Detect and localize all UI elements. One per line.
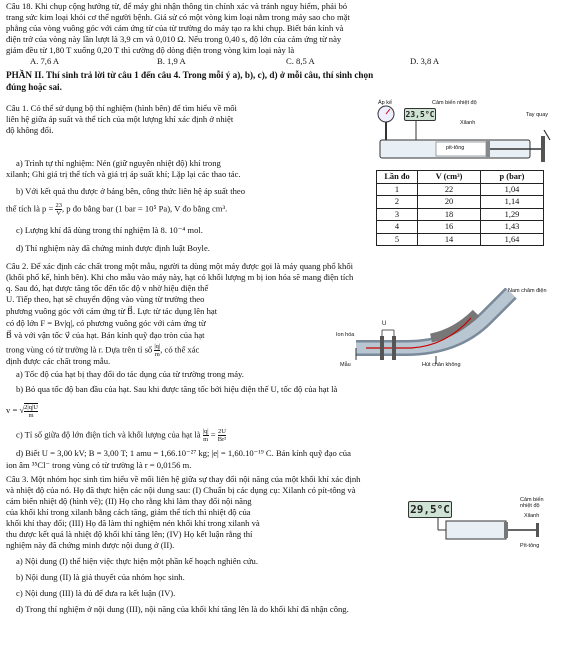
table-row — [377, 221, 544, 234]
q1-data-table — [376, 170, 544, 246]
q2-c-pre: c) Tỉ số giữa độ lớn điện tích và khối lượng của hạt là — [16, 429, 203, 440]
q1-intro-3: độ không đổi. — [6, 125, 54, 135]
q1-b-den: V — [56, 210, 62, 217]
q1-statement-b-2 — [6, 202, 227, 217]
q1-intro-2: liên hệ giữa áp suất và thể tích của một lượng khí xác định ở nhiệt — [6, 114, 234, 124]
q1-label-cylinder: Xilanh — [460, 120, 476, 126]
q2-c-fraction-2 — [218, 428, 226, 443]
q1-statement-a-2: xilanh; Ghi giá trị thể tích và giá trị áp suất khí; Lặp lại các thao tác. — [6, 169, 241, 179]
q2-statement-b-formula — [6, 403, 38, 419]
q1-label-thermo: Cảm biến nhiệt độ — [432, 100, 477, 106]
table-cell: 1,43 — [481, 221, 544, 234]
table-row — [377, 233, 544, 246]
q2-mass-spectrometer-figure — [336, 288, 558, 368]
q3-line-5: khối khí thay đổi; (III) Họ đã làm thí nghiệm nén khối khí trong xilanh và — [6, 518, 260, 528]
q2-label-ion: Ion hóa — [336, 332, 355, 338]
q1-label-gauge: Áp kế — [378, 100, 393, 106]
q1-apparatus-drawing — [376, 100, 556, 165]
table-cell: 14 — [418, 233, 481, 246]
q2-label-vacuum: Hút chân không — [422, 362, 461, 368]
table-cell: 1,29 — [481, 208, 544, 221]
q1-statement-b-1: b) Với kết quả thu được ở bảng bên, công thức liên hệ áp suất theo — [16, 186, 245, 196]
q2-l8-pre: trong vùng có từ trường là r. Dựa trên tỉ số — [6, 344, 155, 355]
q3-statement-d: d) Trong thí nghiệm ở nội dung (III), nội năng của khối khí tăng lên là do khối khí đã nhận công. — [16, 604, 349, 614]
q2-label-sample: Mẫu — [340, 362, 351, 368]
q1-statement-a-1: a) Trình tự thí nghiệm: Nén (giữ nguyên nhiệt độ) khí trong — [16, 158, 221, 168]
table-cell: 16 — [418, 221, 481, 234]
q2-statement-d-1: d) Biết U = 3,00 kV; B = 3,00 T; 1 amu = 1,66.10⁻²⁷ kg; |e| = 1,60.10⁻¹⁹ C. Bán kính quỹ đạo của — [16, 448, 351, 458]
q14-line-2: trang sức kim loại khỏi cơ thể người bệnh. Giả sử có một vòng kim loại nằm trong máy sao cho mặt — [6, 12, 350, 22]
table-cell: 5 — [377, 233, 418, 246]
table-row — [377, 196, 544, 209]
q2-line-4: U. Tiếp theo, hạt sẽ chuyển động vào vùng từ trường theo — [6, 294, 205, 304]
q2-statement-b: b) Bỏ qua tốc độ ban đầu của hạt. Sau khi được tăng tốc bởi hiệu điện thế U, tốc độ của hạt là — [16, 384, 338, 394]
q14-answer-d: D. 3,8 A — [410, 56, 440, 66]
q2-l8-post: , có thể xác — [160, 344, 200, 355]
table-row — [377, 208, 544, 221]
q3-label-cylinder: Xilanh — [524, 513, 540, 519]
q1-apparatus-figure — [376, 100, 556, 165]
q2-b-formula-fraction — [24, 403, 38, 419]
q14-line-5: giảm đều từ 1,80 T xuống 0,20 T thì cường độ dòng điện trong vòng kim loại này là — [6, 45, 295, 55]
q1-lcd-display: 23,5°C — [405, 110, 435, 119]
q1-b-pre: thể tích là p = — [6, 203, 56, 214]
q3-lcd-display: 29,5°C — [408, 501, 452, 518]
table-header-row — [377, 171, 544, 184]
q2-b-formula-den: m — [28, 412, 34, 419]
q3-line-7: nghiệm này đã chứng minh được nội dung ở (II). — [6, 540, 175, 550]
q2-line-9: định được các chất trong mẫu. — [6, 356, 111, 366]
q1-label-handle: Tay quay — [526, 112, 549, 118]
q1-intro-1: Câu 1. Có thể sử dụng bộ thí nghiệm (hình bên) để tìm hiểu về mối — [6, 103, 237, 113]
q3-label-piston: Pít-tông — [520, 543, 540, 549]
q2-l8-den: m — [154, 351, 160, 358]
q14-answer-c: C. 8,5 A — [286, 56, 315, 66]
q1-b-post: , p đo bằng bar (1 bar = 10⁵ Pa), V đo bằng cm³. — [61, 203, 228, 214]
q2-l8-num: |q| — [154, 343, 161, 350]
q2-statement-d-2: ion âm ³⁵Cl⁻ trong vùng có từ trường là r = 0,0156 m. — [6, 460, 192, 470]
q1-statement-d: d) Thí nghiệm này đã chứng minh được định luật Boyle. — [16, 243, 210, 253]
q2-spectrometer-drawing — [336, 288, 558, 368]
q2-label-magnet: Nam châm điện — [508, 288, 547, 294]
q2-c-den1: m — [203, 436, 209, 443]
table-cell: 18 — [418, 208, 481, 221]
q2-line-6: có độ lớn F = Bv|q|, có phương vuông góc với cảm ứng từ — [6, 318, 206, 328]
table-header-cell: p (bar) — [481, 171, 544, 184]
q2-c-num2: 2U — [218, 428, 226, 435]
table-cell: 2 — [377, 196, 418, 209]
q14-answer-a: A. 7,6 A — [30, 56, 60, 66]
table-row — [377, 183, 544, 196]
q2-label-u: U — [382, 321, 387, 327]
q2-statement-a: a) Tốc độ của hạt bị thay đổi do tác dụng của từ trường trong máy. — [16, 369, 244, 379]
table-cell: 3 — [377, 208, 418, 221]
q3-line-2: và nhiệt độ của nó. Họ đã thực hiện các nội dung sau: (I) Chuẩn bị các dụng cụ: Xilanh có pít-tông và — [6, 485, 356, 495]
q2-line-2: (khối phổ kế, hình bên). Khi cho mẫu vào máy này, hạt có khối lượng m bị ion hóa sẽ mang điện tích — [6, 272, 354, 282]
q14-line-3: phẳng của vòng vuông góc với cảm ứng từ của từ trường do máy tạo ra khi chụp. Biết bán kính và — [6, 23, 344, 33]
q2-c-den2: Br² — [217, 436, 227, 443]
q1-b-num: 23 — [55, 202, 62, 209]
table-cell: 1,14 — [481, 196, 544, 209]
part2-title-cont: đúng hoặc sai. — [6, 82, 62, 92]
q3-line-4: của khối khí trong xilanh bằng cách tăng, giảm thể tích thì nhiệt độ của — [6, 507, 251, 517]
table-cell: 1,04 — [481, 183, 544, 196]
table-cell: 22 — [418, 183, 481, 196]
q2-c-num1: |q| — [202, 428, 209, 435]
q3-label-sensor: Cảm biến nhiệt độ — [520, 497, 544, 509]
q3-statement-b: b) Nội dung (II) là giả thuyết của nhóm học sinh. — [16, 572, 185, 582]
q2-c-eq: = — [208, 429, 218, 440]
q3-statement-a: a) Nội dung (I) thể hiện việc thực hiện một phần kế hoạch nghiên cứu. — [16, 556, 258, 566]
q2-b-formula-pre: v = √ — [6, 404, 25, 415]
q2-line-1: Câu 2. Để xác định các chất trong một mẫu, người ta dùng một máy được gọi là máy quang phổ khối — [6, 261, 354, 271]
part2-title: PHẦN II. Thí sinh trả lời từ câu 1 đến câu 4. Trong mỗi ý a), b), c), d) ở mỗi câu, thí sinh chọn — [6, 70, 374, 80]
table-cell: 4 — [377, 221, 418, 234]
table-cell: 20 — [418, 196, 481, 209]
q1-statement-c: c) Lượng khí đã dùng trong thí nghiệm là 8. 10⁻⁴ mol. — [16, 225, 203, 235]
q14-line-1: Câu 18. Khi chụp cộng hưởng từ, để máy ghi nhận thông tin chính xác và tránh nguy hiểm, phải bỏ — [6, 1, 348, 11]
q3-statement-c: c) Nội dung (III) là đủ để đưa ra kết luận (IV). — [16, 588, 176, 598]
table-cell: 1,64 — [481, 233, 544, 246]
table-header-cell: Lần đo — [377, 171, 418, 184]
q3-apparatus-figure — [408, 497, 556, 557]
q2-line-7: B⃗ và với vận tốc v⃗ của hạt. Bán kính quỹ đạo tròn của hạt — [6, 330, 205, 340]
q1-label-piston: pit-tông — [446, 145, 465, 151]
table-cell: 1 — [377, 183, 418, 196]
q2-line-5: phương vuông góc với cảm ứng từ B⃗. Lực từ tác dụng lên hạt — [6, 306, 218, 316]
q3-line-1: Câu 3. Một nhóm học sinh tìm hiểu về mối liên hệ giữa sự thay đổi nội năng của một khối khí xác định — [6, 474, 361, 484]
q2-b-formula-num: 2|q|U — [24, 404, 38, 411]
q3-line-6: thu được kết quả là nhiệt độ khối khí tăng lên; (IV) Họ kết luận rằng thí — [6, 529, 253, 539]
q14-answer-b: B. 1,9 A — [157, 56, 186, 66]
q3-line-3: cảm biến nhiệt độ (hình vẽ); (II) Họ cho rằng khi làm thay đổi nội năng — [6, 496, 252, 506]
q14-line-4: điện trở của vòng này lần lượt là 3,9 cm và 0,010 Ω. Nếu trong 0,40 s, độ lớn của cảm ứng từ này — [6, 34, 342, 44]
q2-statement-c — [16, 428, 226, 443]
q2-line-3: q. Sau đó, hạt được tăng tốc đến tốc độ v nhờ hiệu điện thế — [6, 283, 209, 293]
table-header-cell: V (cm³) — [418, 171, 481, 184]
